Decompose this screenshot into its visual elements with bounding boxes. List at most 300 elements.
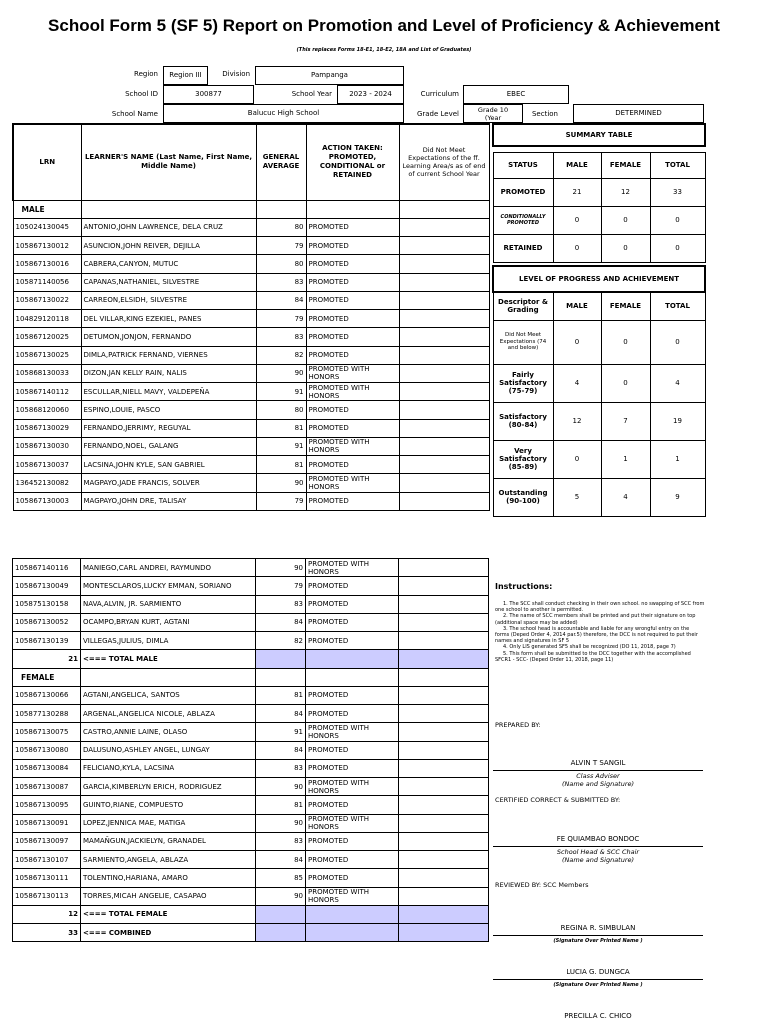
progress-female-value: 4 (601, 478, 650, 516)
learner-average: 91 (256, 723, 306, 741)
learner-action: PROMOTED (306, 759, 399, 777)
learner-lrn: 105867130080 (13, 741, 81, 759)
progress-male-value: 5 (553, 478, 601, 516)
learner-row (13, 577, 489, 595)
learner-lrn: 105024130045 (13, 218, 81, 236)
progress-row-label: Did Not Meet Expectations (74 and below) (493, 320, 553, 364)
progress-col-header: Descriptor & Grading (493, 292, 553, 320)
learner-action: PROMOTED (306, 328, 399, 346)
member1-name: REGINA R. SIMBULAN (560, 924, 636, 932)
learner-not-met (399, 741, 489, 759)
learner-name: ESPINO,LOUIE, PASCO (81, 401, 256, 419)
learner-row (13, 559, 489, 577)
learner-row (13, 364, 489, 382)
learner-name: ESCULLAR,NIELL MAVY, VALDEPEÑA (81, 383, 256, 401)
learner-lrn: 105867130016 (13, 255, 81, 273)
learner-name: MAGPAYO,JADE FRANCIS, SOLVER (81, 474, 256, 492)
learner-not-met (399, 759, 489, 777)
learner-row (13, 383, 489, 401)
region-field[interactable]: Region III (163, 66, 208, 85)
learner-action: PROMOTED WITH HONORS (306, 887, 399, 905)
learner-not-met (399, 832, 489, 850)
learner-average: 79 (256, 310, 306, 328)
learner-average: 82 (256, 346, 306, 364)
learner-lrn: 105867130022 (13, 291, 81, 309)
learner-average: 81 (256, 419, 306, 437)
learner-action: PROMOTED (306, 796, 399, 814)
learner-name: FERNANDO,NOEL, GALANG (81, 437, 256, 455)
curriculum-field[interactable]: EBEC (463, 85, 569, 104)
learner-lrn: 105867140116 (13, 559, 81, 577)
learner-lrn: 105867130111 (13, 869, 81, 887)
learner-not-met (399, 346, 489, 364)
progress-total-value: 4 (650, 364, 705, 402)
learner-not-met (399, 869, 489, 887)
learner-not-met (399, 437, 489, 455)
summary-row (493, 178, 705, 206)
learner-row (13, 705, 489, 723)
learner-row (13, 419, 489, 437)
summary-total-value: 0 (650, 234, 705, 262)
school-year-field[interactable]: 2023 - 2024 (337, 85, 404, 104)
learner-action: PROMOTED (306, 832, 399, 850)
learner-not-met (399, 237, 489, 255)
learner-not-met (399, 559, 489, 577)
learner-name: GUINTO,RIANE, COMPUESTO (81, 796, 256, 814)
learner-lrn: 105875130158 (13, 595, 81, 613)
learner-name: CAPANAS,NATHANIEL, SILVESTRE (81, 273, 256, 291)
learner-lrn: 105867130087 (13, 778, 81, 796)
learner-average: 82 (256, 632, 306, 650)
learner-not-met (399, 814, 489, 832)
learner-not-met (399, 474, 489, 492)
learner-lrn: 105867130091 (13, 814, 81, 832)
learner-not-met (399, 577, 489, 595)
summary-female-value: 12 (601, 178, 650, 206)
learner-average: 91 (256, 383, 306, 401)
learner-lrn: 105867130095 (13, 796, 81, 814)
learner-average: 81 (256, 456, 306, 474)
head-note: (Name and Signature) (561, 856, 635, 864)
adviser-role: Class Adviser (576, 772, 620, 780)
region-label: Region (134, 70, 158, 78)
learner-action: PROMOTED WITH HONORS (306, 778, 399, 796)
curriculum-label: Curriculum (420, 90, 459, 98)
head-name: FE QUIAMBAO BONDOC (556, 835, 640, 843)
learner-name: AGTANI,ANGELICA, SANTOS (81, 686, 256, 704)
learner-name: DETUMON,JONJON, FERNANDO (81, 328, 256, 346)
learner-row (13, 778, 489, 796)
learner-not-met (399, 401, 489, 419)
progress-female-value: 0 (601, 320, 650, 364)
learner-row (13, 741, 489, 759)
summary-title: SUMMARY TABLE (493, 124, 705, 146)
total-male-count: 21 (13, 650, 81, 668)
adviser-note: (Name and Signature) (561, 780, 635, 788)
learner-name: ANTONIO,JOHN LAWRENCE, DELA CRUZ (81, 218, 256, 236)
learner-average: 90 (256, 474, 306, 492)
learner-lrn: 105877130288 (13, 705, 81, 723)
learner-name: ASUNCION,JOHN REIVER, DEJILLA (81, 237, 256, 255)
col-action-header: ACTION TAKEN: PROMOTED, CONDITIONAL or RETAINED (306, 124, 399, 200)
progress-row-label: Fairly Satisfactory (75-79) (493, 364, 553, 402)
learner-name: DALUSUNO,ASHLEY ANGEL, LUNGAY (81, 741, 256, 759)
summary-col-header: MALE (553, 152, 601, 178)
learner-action: PROMOTED (306, 577, 399, 595)
learner-not-met (399, 456, 489, 474)
grade-level-label: Grade Level (416, 110, 459, 118)
learner-not-met (399, 723, 489, 741)
adviser-signature-line (493, 770, 703, 771)
learner-row (13, 291, 489, 309)
learner-lrn: 105867130075 (13, 723, 81, 741)
learner-name: FERNANDO,JERRIMY, REGUYAL (81, 419, 256, 437)
school-year-label: School Year (291, 90, 332, 98)
learner-action: PROMOTED (306, 237, 399, 255)
col-average-header: GENERAL AVERAGE (256, 124, 306, 200)
learner-row (13, 401, 489, 419)
progress-title: LEVEL OF PROGRESS AND ACHIEVEMENT (493, 266, 705, 292)
learner-lrn: 105867130107 (13, 851, 81, 869)
learner-lrn: 105867130097 (13, 832, 81, 850)
learner-row (13, 887, 489, 905)
progress-female-value: 0 (601, 364, 650, 402)
instruction-item: 3. The school head is accountable and liable for any wrongful entry on the forms (Deped Order 4, 2014 par.5) therefore, the DCC is not required to put their names and signatures in SF 5 (495, 625, 698, 645)
progress-total-value: 0 (650, 320, 705, 364)
prepared-by-label: PREPARED BY: (495, 721, 541, 729)
learner-action: PROMOTED (306, 218, 399, 236)
adviser-name: ALVIN T SANGIL (570, 759, 626, 767)
learner-action: PROMOTED WITH HONORS (306, 723, 399, 741)
learner-row (13, 255, 489, 273)
summary-col-header: TOTAL (650, 152, 705, 178)
summary-row (493, 234, 705, 262)
division-field[interactable]: Pampanga (255, 66, 404, 85)
total-female-count: 12 (13, 905, 81, 923)
learner-not-met (399, 419, 489, 437)
progress-col-header: FEMALE (601, 292, 650, 320)
progress-male-value: 4 (553, 364, 601, 402)
learner-row (13, 759, 489, 777)
learner-not-met (399, 705, 489, 723)
member3-name: PRECILLA C. CHICO (564, 1012, 632, 1020)
learner-lrn: 105867130049 (13, 577, 81, 595)
learner-not-met (399, 492, 489, 510)
instruction-item: 1. The SCC shall conduct checking in their own school. no swapping of SCC from one school to another is permitted. (495, 601, 705, 614)
learner-name: MONTESCLAROS,LUCKY EMMAN, SORIANO (81, 577, 256, 595)
grade-level-field[interactable]: Grade 10 (Year (463, 104, 523, 123)
learner-row (13, 686, 489, 704)
learner-action: PROMOTED (306, 613, 399, 631)
progress-female-value: 1 (601, 440, 650, 478)
learner-average: 90 (256, 887, 306, 905)
progress-total-value: 1 (650, 440, 705, 478)
summary-female-value: 0 (601, 234, 650, 262)
progress-row-label: Very Satisfactory (85-89) (493, 440, 553, 478)
learner-lrn: 105867130066 (13, 686, 81, 704)
learner-name: TOLENTINO,HARIANA, AMARO (81, 869, 256, 887)
col-name-header: LEARNER'S NAME (Last Name, First Name, Middle Name) (81, 124, 256, 200)
learner-average: 84 (256, 741, 306, 759)
learner-average: 90 (256, 364, 306, 382)
learner-not-met (399, 613, 489, 631)
learner-name: CASTRO,ANNIE LAINE, OLASO (81, 723, 256, 741)
learner-name: SARMIENTO,ANGELA, ABLAZA (81, 851, 256, 869)
learner-action: PROMOTED WITH HONORS (306, 474, 399, 492)
learner-average: 85 (256, 869, 306, 887)
learner-name: DIZON,JAN KELLY RAIN, NALIS (81, 364, 256, 382)
member2-note: (Signature Over Printed Name ) (553, 982, 643, 988)
member2-name: LUCIA G. DUNGCA (566, 968, 630, 976)
learner-average: 79 (256, 577, 306, 595)
learner-lrn: 105867130029 (13, 419, 81, 437)
progress-total-value: 19 (650, 402, 705, 440)
learner-average: 91 (256, 437, 306, 455)
learner-name: MAMAÑGUN,JACKIELYN, GRANADEL (81, 832, 256, 850)
summary-total-value: 33 (650, 178, 705, 206)
learner-average: 84 (256, 851, 306, 869)
progress-row (493, 320, 705, 364)
learner-action: PROMOTED (306, 595, 399, 613)
summary-total-value: 0 (650, 206, 705, 234)
learner-action: PROMOTED (306, 741, 399, 759)
learner-row (13, 851, 489, 869)
learner-row (13, 492, 489, 510)
head-role: School Head & SCC Chair (556, 848, 640, 856)
learner-row (13, 595, 489, 613)
learner-lrn: 105867130030 (13, 437, 81, 455)
instructions-list (495, 601, 705, 663)
learner-row (13, 218, 489, 236)
learner-action: PROMOTED WITH HONORS (306, 364, 399, 382)
learner-action: PROMOTED (306, 255, 399, 273)
learner-name: NAVA,ALVIN, JR. SARMIENTO (81, 595, 256, 613)
learner-row (13, 474, 489, 492)
learner-action: PROMOTED (306, 705, 399, 723)
learner-not-met (399, 778, 489, 796)
learner-not-met (399, 328, 489, 346)
division-label: Division (222, 70, 250, 78)
summary-table (492, 123, 706, 263)
school-name-label: School Name (111, 110, 158, 118)
progress-col-header: MALE (553, 292, 601, 320)
learner-name: LOPEZ,JENNICA MAE, MATIGA (81, 814, 256, 832)
combined-count: 33 (13, 924, 81, 942)
instruction-item: 5. This form shall be submitted to the DCC together with the accomplished SFCR1 - SCC- (Deped Order 11, 2018, page 11) (495, 650, 691, 663)
learner-row (13, 814, 489, 832)
learner-average: 83 (256, 759, 306, 777)
learner-lrn: 105867130025 (13, 346, 81, 364)
learner-name: CABRERA,CANYON, MUTUC (81, 255, 256, 273)
learner-row (13, 832, 489, 850)
learner-lrn: 136452130082 (13, 474, 81, 492)
learner-row (13, 328, 489, 346)
summary-female-value: 0 (601, 206, 650, 234)
total-male-label: <=== TOTAL MALE (81, 650, 256, 668)
learner-not-met (399, 887, 489, 905)
summary-male-value: 0 (553, 206, 601, 234)
summary-col-header: FEMALE (601, 152, 650, 178)
learner-average: 83 (256, 273, 306, 291)
school-id-label: School ID (125, 90, 158, 98)
certified-label: CERTIFIED CORRECT & SUBMITTED BY: (495, 796, 621, 804)
learner-action: PROMOTED (306, 686, 399, 704)
total-female-label: <=== TOTAL FEMALE (81, 905, 256, 923)
progress-row (493, 440, 705, 478)
learner-average: 84 (256, 291, 306, 309)
learner-average: 84 (256, 613, 306, 631)
learner-action: PROMOTED (306, 346, 399, 364)
member2-signature-line (493, 979, 703, 980)
learner-not-met (399, 686, 489, 704)
learner-average: 83 (256, 328, 306, 346)
progress-row-label: Outstanding (90-100) (493, 478, 553, 516)
learner-average: 90 (256, 814, 306, 832)
learner-action: PROMOTED (306, 291, 399, 309)
progress-row (493, 402, 705, 440)
progress-col-header: TOTAL (650, 292, 705, 320)
learner-lrn: 105867130139 (13, 632, 81, 650)
learner-not-met (399, 218, 489, 236)
learner-row (13, 869, 489, 887)
learner-average: 83 (256, 595, 306, 613)
col-not-met-header: Did Not Meet Expectations of the ff. Learning Area/s as of end of current School Year (399, 124, 489, 200)
learner-action: PROMOTED (306, 869, 399, 887)
learner-not-met (399, 632, 489, 650)
col-lrn-header: LRN (13, 124, 81, 200)
summary-row-label: CONDITIONALLY PROMOTED (493, 206, 553, 234)
learner-average: 80 (256, 218, 306, 236)
learner-action: PROMOTED (306, 401, 399, 419)
progress-male-value: 0 (553, 320, 601, 364)
learner-name: VILLEGAS,JULIUS, DIMLA (81, 632, 256, 650)
female-section-label: FEMALE (13, 668, 81, 686)
member1-note: (Signature Over Printed Name ) (553, 938, 643, 944)
learner-not-met (399, 595, 489, 613)
learner-not-met (399, 851, 489, 869)
learner-average: 80 (256, 401, 306, 419)
progress-row (493, 478, 705, 516)
learner-lrn: 105867140112 (13, 383, 81, 401)
learner-action: PROMOTED (306, 456, 399, 474)
summary-row-label: RETAINED (493, 234, 553, 262)
learner-average: 80 (256, 255, 306, 273)
learner-action: PROMOTED (306, 273, 399, 291)
instructions-title: Instructions: (495, 582, 553, 591)
learner-action: PROMOTED (306, 419, 399, 437)
learner-average: 79 (256, 492, 306, 510)
learner-lrn: 105867130012 (13, 237, 81, 255)
learner-name: LACSINA,JOHN KYLE, SAN GABRIEL (81, 456, 256, 474)
learner-not-met (399, 273, 489, 291)
learner-name: TORRES,MICAH ANGELIE, CASAPAO (81, 887, 256, 905)
learner-average: 83 (256, 832, 306, 850)
learner-lrn: 104829120118 (13, 310, 81, 328)
reviewed-label: REVIEWED BY: SCC Members (495, 881, 589, 889)
learner-row (13, 237, 489, 255)
summary-male-value: 0 (553, 234, 601, 262)
instruction-item: 4. Only LIS generated SF5 shall be recognized (DO 11, 2018, page 7) (503, 644, 676, 651)
page-title: School Form 5 (SF 5) Report on Promotion and Level of Proficiency & Achievement (48, 16, 720, 35)
head-signature-line (493, 846, 703, 847)
progress-table (492, 265, 706, 517)
learner-not-met (399, 291, 489, 309)
learner-not-met (399, 364, 489, 382)
member1-signature-line (493, 935, 703, 936)
instruction-item: 2. The name of SCC members shall be printed and put their signature on top (additional space may be added) (495, 613, 696, 626)
learner-lrn: 105867120025 (13, 328, 81, 346)
learner-average: 90 (256, 778, 306, 796)
learner-lrn: 105867130003 (13, 492, 81, 510)
progress-male-value: 0 (553, 440, 601, 478)
learner-name: GARCIA,KIMBERLYN ERICH, RODRIGUEZ (81, 778, 256, 796)
summary-male-value: 21 (553, 178, 601, 206)
learner-row (13, 723, 489, 741)
learner-row (13, 456, 489, 474)
learner-name: DIMLA,PATRICK FERNAND, VIERNES (81, 346, 256, 364)
learner-row (13, 346, 489, 364)
learner-average: 81 (256, 796, 306, 814)
progress-row-label: Satisfactory (80-84) (493, 402, 553, 440)
learner-action: PROMOTED WITH HONORS (306, 437, 399, 455)
learner-not-met (399, 255, 489, 273)
learner-name: MAGPAYO,JOHN DRE, TALISAY (81, 492, 256, 510)
learner-average: 79 (256, 237, 306, 255)
learner-row (13, 632, 489, 650)
learner-name: MANIEGO,CARL ANDREI, RAYMUNDO (81, 559, 256, 577)
learner-lrn: 105868120060 (13, 401, 81, 419)
summary-row (493, 206, 705, 234)
section-field[interactable]: DETERMINED (573, 104, 704, 123)
progress-male-value: 12 (553, 402, 601, 440)
learner-row (13, 273, 489, 291)
progress-total-value: 9 (650, 478, 705, 516)
learner-row (13, 437, 489, 455)
learner-lrn: 105867130113 (13, 887, 81, 905)
combined-label: <=== COMBINED (81, 924, 256, 942)
summary-col-header: STATUS (493, 152, 553, 178)
learner-action: PROMOTED WITH HONORS (306, 559, 399, 577)
learner-average: 84 (256, 705, 306, 723)
learner-not-met (399, 310, 489, 328)
learner-not-met (399, 796, 489, 814)
learners-table-part2 (12, 558, 489, 942)
learner-average: 90 (256, 559, 306, 577)
page-subtitle: (This replaces Forms 18-E1, 18-E2, 18A and List of Graduates) (296, 47, 472, 53)
learner-row (13, 310, 489, 328)
learners-table-male-part1 (12, 123, 490, 511)
learner-action: PROMOTED (306, 632, 399, 650)
learner-lrn: 105867130084 (13, 759, 81, 777)
learner-not-met (399, 383, 489, 401)
learner-lrn: 105867130037 (13, 456, 81, 474)
learner-name: ARGENAL,ANGELICA NICOLE, ABLAZA (81, 705, 256, 723)
learner-action: PROMOTED WITH HONORS (306, 814, 399, 832)
learner-name: DEL VILLAR,KING EZEKIEL, PANES (81, 310, 256, 328)
learner-action: PROMOTED (306, 310, 399, 328)
learner-name: CARREON,ELSIDH, SILVESTRE (81, 291, 256, 309)
learner-action: PROMOTED (306, 492, 399, 510)
learner-action: PROMOTED (306, 851, 399, 869)
progress-row (493, 364, 705, 402)
learner-lrn: 105868130033 (13, 364, 81, 382)
learner-lrn: 105871140056 (13, 273, 81, 291)
school-name-field[interactable]: Balucuc High School (163, 104, 404, 123)
learner-action: PROMOTED WITH HONORS (306, 383, 399, 401)
summary-row-label: PROMOTED (493, 178, 553, 206)
school-id-field[interactable]: 300877 (163, 85, 254, 104)
learner-lrn: 105867130052 (13, 613, 81, 631)
